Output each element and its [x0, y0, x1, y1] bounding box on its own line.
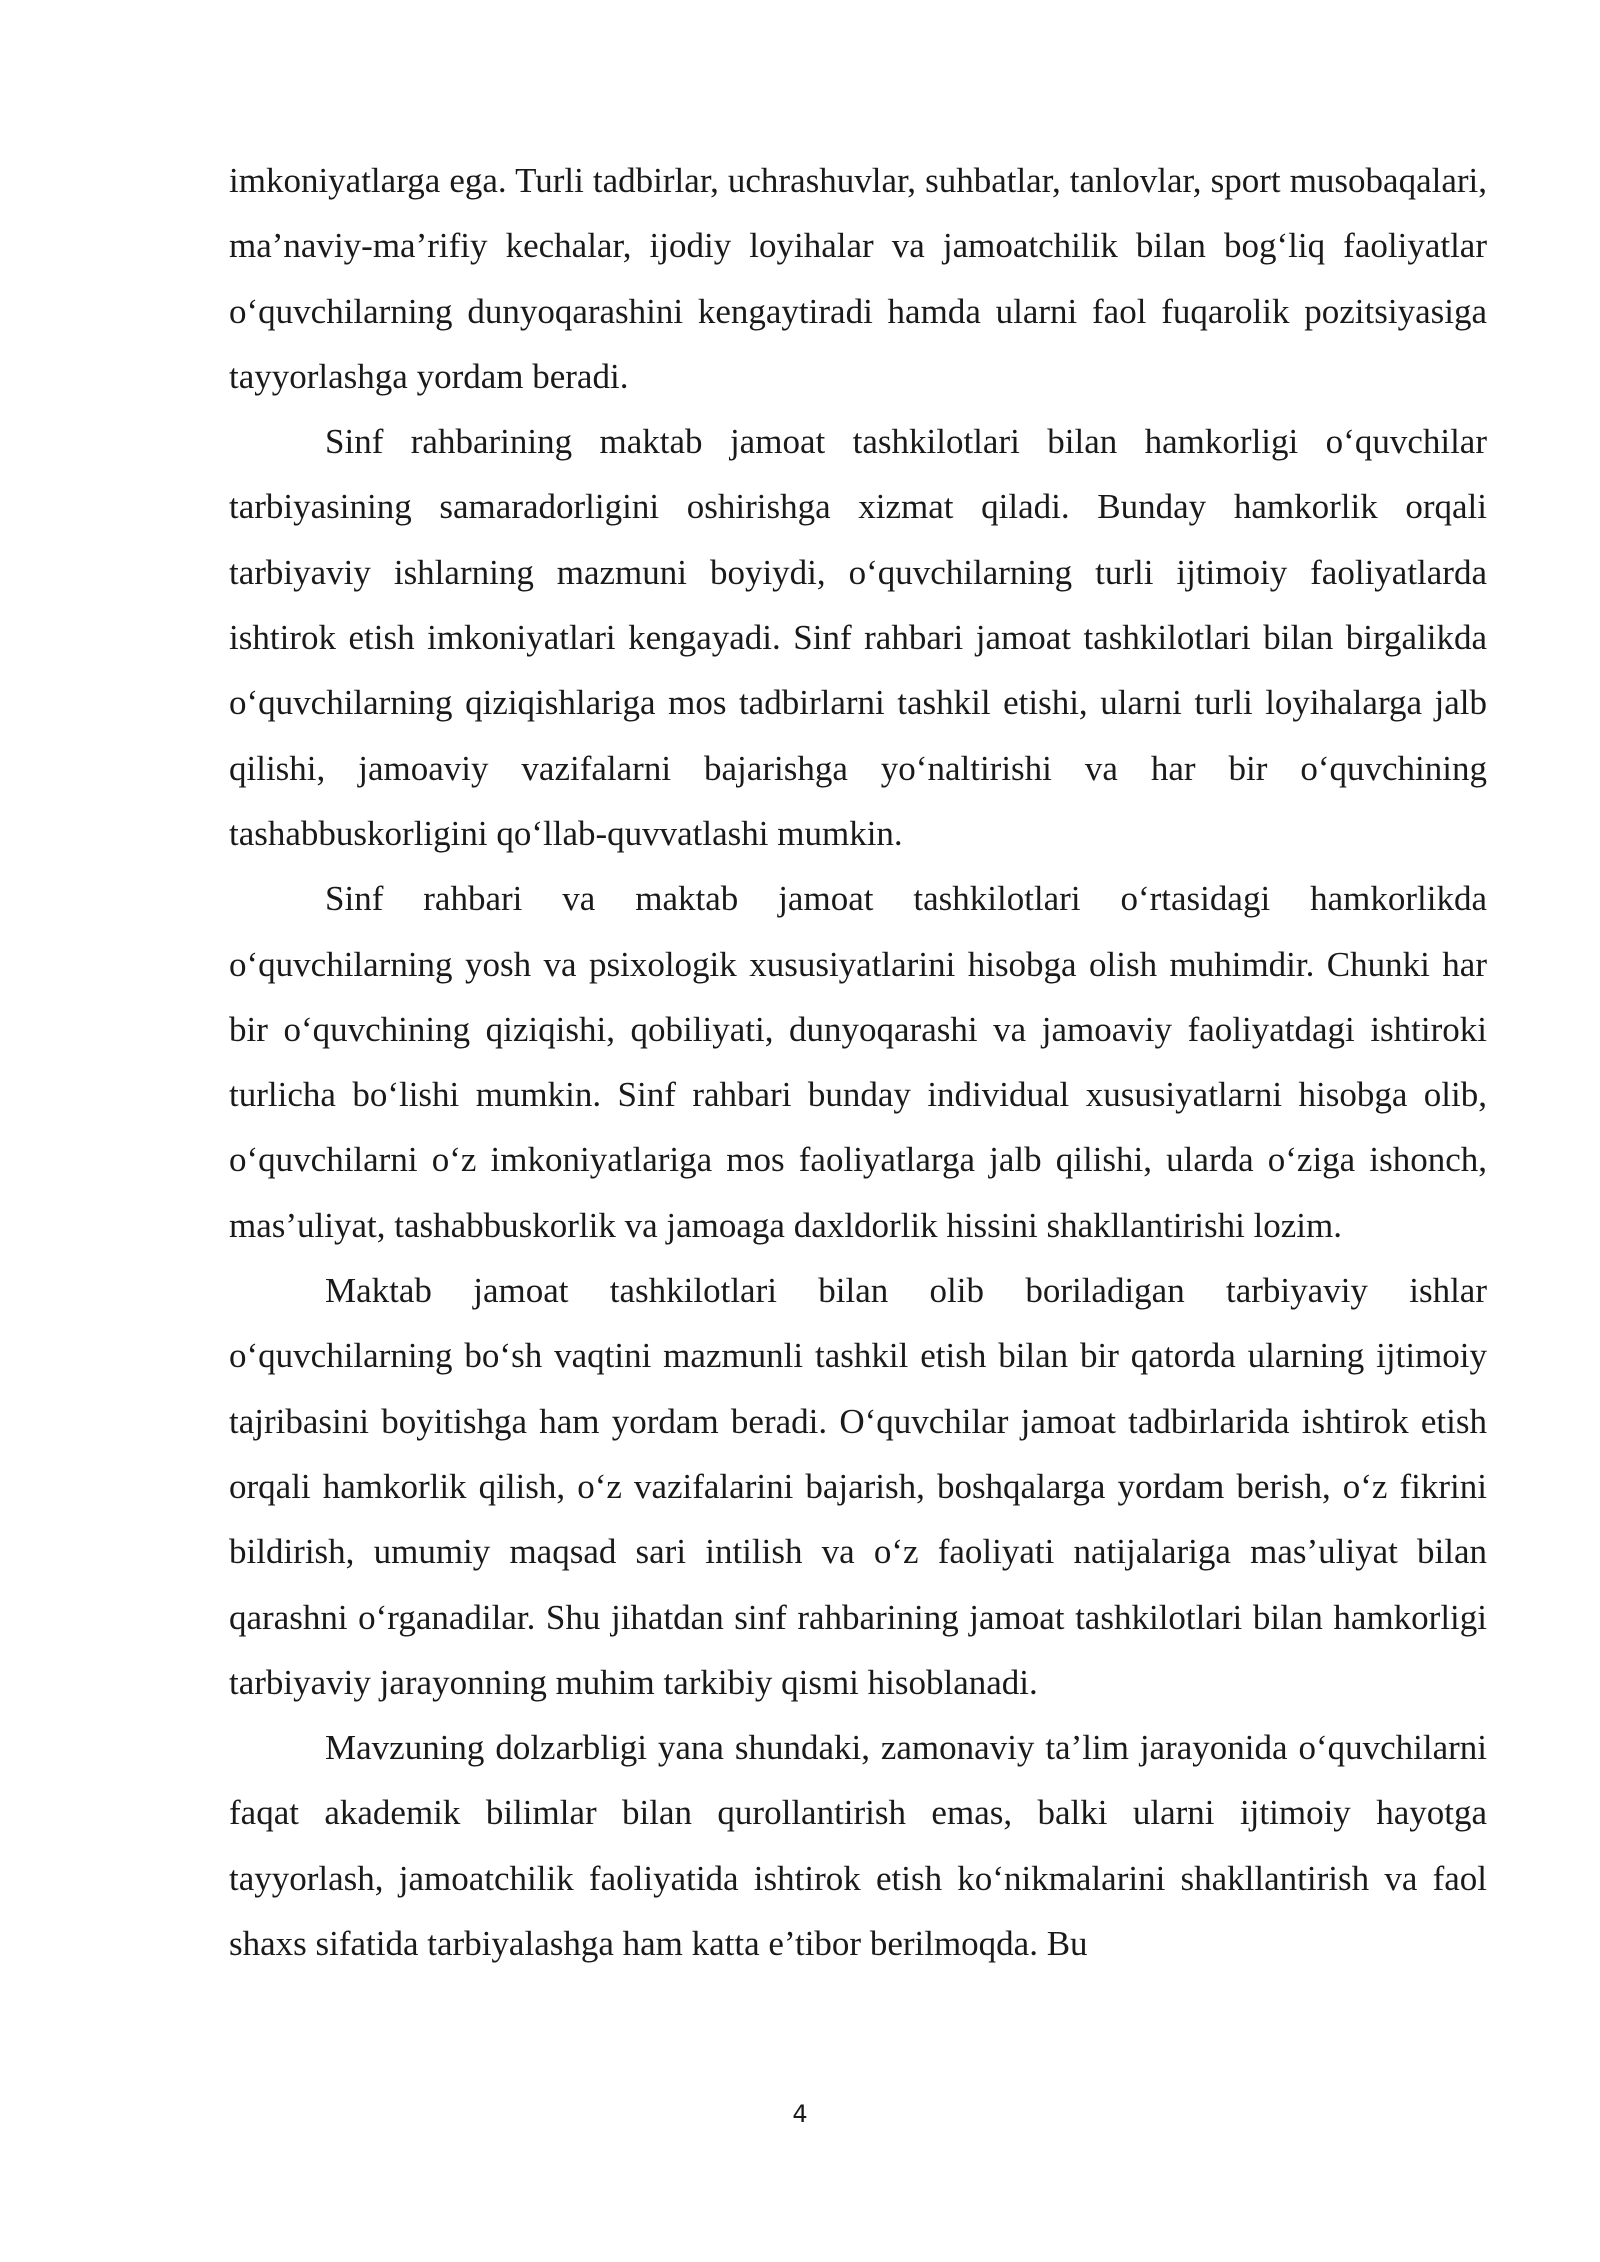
- body-text: [229, 148, 1487, 1976]
- paragraph: Sinf rahbarining maktab jamoat tashkilotlari bilan hamkorligi o‘quvchilar tarbiyasining samaradorligini oshirishga xizmat qiladi. Bunday hamkorlik orqali tarbiyaviy ishlarning mazmuni boyiydi, o‘quvchilarning turli ijtimoiy faoliyatlarda ishtirok etish imkoniyatlari kengayadi. Sinf rahbari jamoat tashkilotlari bilan birgalikda o‘quvchilarning qiziqishlariga mos tadbirlarni tashkil etishi, ularni turli loyihalarga jalb qilishi, jamoaviy vazifalarni bajarishga yo‘naltirishi va har bir o‘quvchining tashabbuskorligini qo‘llab-quvvatlashi mumkin.: [229, 422, 1487, 853]
- page-number: 4: [792, 2100, 808, 2128]
- paragraph-last: Mavzuning dolzarbligi yana shundaki, zamonaviy ta’lim jarayonida o‘quvchilarni faqat akademik bilimlar bilan qurollantirish emas, balki ularni ijtimoiy hayotga tayyorlash, jamoatchilik faoliyatida ishtirok etish ko‘nikmalarini shakllantirish va faol shaxs sifatida tarbiyalashga ham katta e’tibor berilmoqda. Bu: [229, 1728, 1487, 1964]
- paragraph-continuation: imkoniyatlarga ega. Turli tadbirlar, uchrashuvlar, suhbatlar, tanlovlar, sport musobaqalari, ma’naviy-ma’rifiy kechalar, ijodiy loyihalar va jamoatchilik bilan bog‘liq faoliyatlar o‘quvchilarning dunyoqarashini kengaytiradi hamda ularni faol fuqarolik pozitsiyasiga tayyorlashga yordam beradi.: [229, 161, 1487, 396]
- paragraph: Maktab jamoat tashkilotlari bilan olib boriladigan tarbiyaviy ishlar o‘quvchilarning bo‘sh vaqtini mazmunli tashkil etish bilan bir qatorda ularning ijtimoiy tajribasini boyitishga ham yordam beradi. O‘quvchilar jamoat tadbirlarida ishtirok etish orqali hamkorlik qilish, o‘z vazifalarini bajarish, boshqalarga yordam berish, o‘z fikrini bildirish, umumiy maqsad sari intilish va o‘z faoliyati natijalariga mas’uliyat bilan qarashni o‘rganadilar. Shu jihatdan sinf rahbarining jamoat tashkilotlari bilan hamkorligi tarbiyaviy jarayonning muhim tarkibiy qismi hisoblanadi.: [229, 1271, 1487, 1702]
- paragraph: Sinf rahbari va maktab jamoat tashkilotlari o‘rtasidagi hamkorlikda o‘quvchilarning yosh va psixologik xususiyatlarini hisobga olish muhimdir. Chunki har bir o‘quvchining qiziqishi, qobiliyati, dunyoqarashi va jamoaviy faoliyatdagi ishtiroki turlicha bo‘lishi mumkin. Sinf rahbari bunday individual xususiyatlarni hisobga olib, o‘quvchilarni o‘z imkoniyatlariga mos faoliyatlarga jalb qilishi, ularda o‘ziga ishonch, mas’uliyat, tashabbuskorlik va jamoaga daxldorlik hissini shakllantirishi lozim.: [229, 879, 1487, 1245]
